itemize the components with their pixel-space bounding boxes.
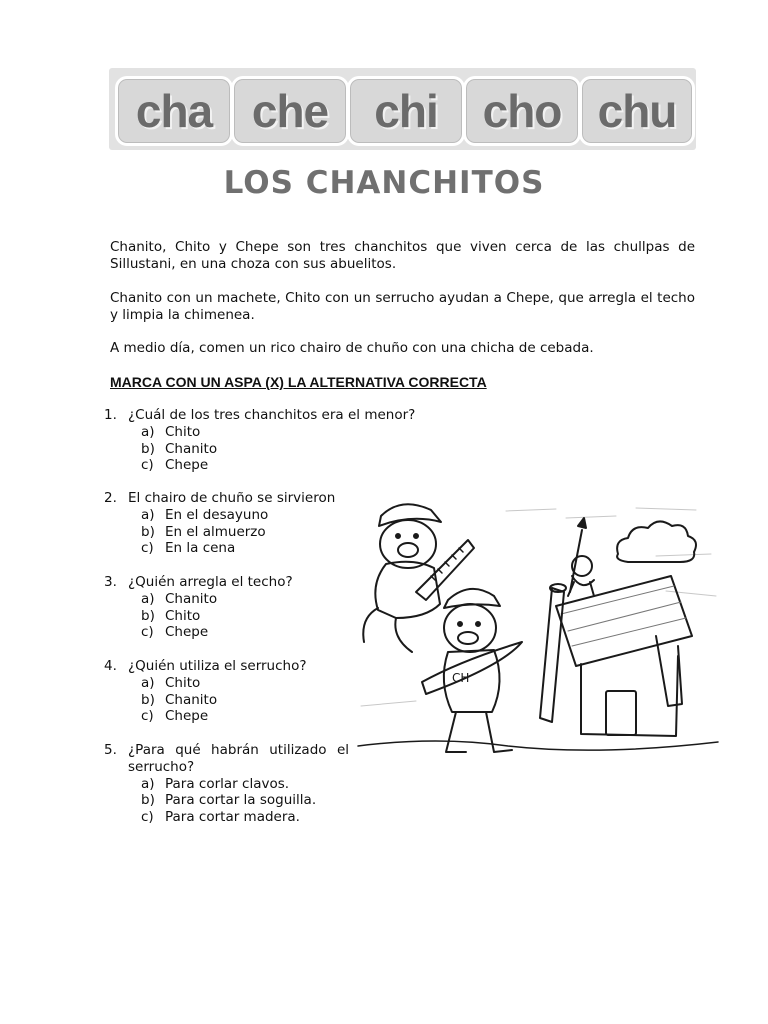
machete-mark: CH — [452, 671, 470, 685]
pig-one-body — [375, 562, 440, 618]
page-title: LOS CHANCHITOS — [223, 165, 545, 201]
answer-option[interactable]: c) En la cena — [141, 540, 236, 557]
answer-option[interactable]: b) Para cortar la soguilla. — [141, 792, 317, 809]
house-door — [606, 691, 636, 735]
question-text: ¿Quién utiliza el serrucho? — [128, 658, 307, 674]
question-block — [104, 490, 349, 557]
answer-option[interactable]: c) Chepe — [141, 457, 209, 474]
instructions-heading: MARCA CON UN ASPA (X) LA ALTERNATIVA CORRECTA — [110, 374, 487, 390]
syllable-tile: chi — [347, 76, 465, 146]
answer-option[interactable]: a) Chanito — [141, 590, 218, 607]
story-paragraph: Chanito con un machete, Chito con un serrucho ayudan a Chepe, que arregla el techo y limpia la chimenea. — [110, 290, 695, 323]
question-number: 2. — [104, 490, 117, 506]
question-number: 4. — [104, 658, 117, 674]
machete — [422, 642, 522, 694]
answer-option[interactable]: a) Para corlar clavos. — [141, 775, 290, 792]
question-number: 1. — [104, 407, 117, 423]
question-text: ¿Cuál de los tres chanchitos era el menor? — [128, 407, 416, 423]
question-number: 5. — [104, 742, 117, 758]
syllable-tile: chu — [579, 76, 695, 146]
syllable-banner — [109, 68, 696, 150]
question-block — [104, 658, 349, 725]
question-block — [104, 407, 416, 474]
answer-option[interactable]: b) En el almuerzo — [141, 523, 266, 540]
question-block — [104, 574, 349, 641]
pig-two-hat — [444, 589, 500, 608]
answer-option[interactable]: a) En el desayuno — [141, 506, 269, 523]
answer-option[interactable]: a) Chito — [141, 423, 201, 440]
house-wall — [581, 656, 678, 736]
answer-option[interactable]: c) Para cortar madera. — [141, 809, 300, 826]
syllable-tile: cha — [115, 76, 233, 146]
ground-line — [358, 741, 718, 750]
question-text: ¿Quién arregla el techo? — [128, 574, 293, 590]
syllable-tile: che — [231, 76, 349, 146]
answer-option[interactable]: c) Chepe — [141, 708, 209, 725]
answer-option[interactable]: b) Chanito — [141, 691, 218, 708]
question-number: 3. — [104, 574, 117, 590]
pig-one-hat — [379, 504, 441, 526]
answer-option[interactable]: c) Chepe — [141, 624, 209, 641]
syllable-tile: cho — [463, 76, 581, 146]
pigs-illustration — [356, 496, 723, 768]
story-paragraph: A medio día, comen un rico chairo de chuño con una chicha de cebada. — [110, 340, 594, 356]
question-block — [104, 742, 349, 826]
answer-option[interactable]: b) Chito — [141, 607, 201, 624]
house-roof — [556, 576, 692, 666]
story-paragraph: Chanito, Chito y Chepe son tres chanchitos que viven cerca de las chullpas de Sillustani, en una choza con sus abuelitos. — [110, 239, 695, 272]
question-text: El chairo de chuño se sirvieron — [128, 490, 336, 506]
saw — [416, 540, 474, 600]
chimney — [540, 588, 564, 722]
answer-option[interactable]: a) Chito — [141, 674, 201, 691]
answer-option[interactable]: b) Chanito — [141, 440, 218, 457]
question-text: ¿Para qué habrán utilizado el serrucho? — [128, 742, 349, 775]
